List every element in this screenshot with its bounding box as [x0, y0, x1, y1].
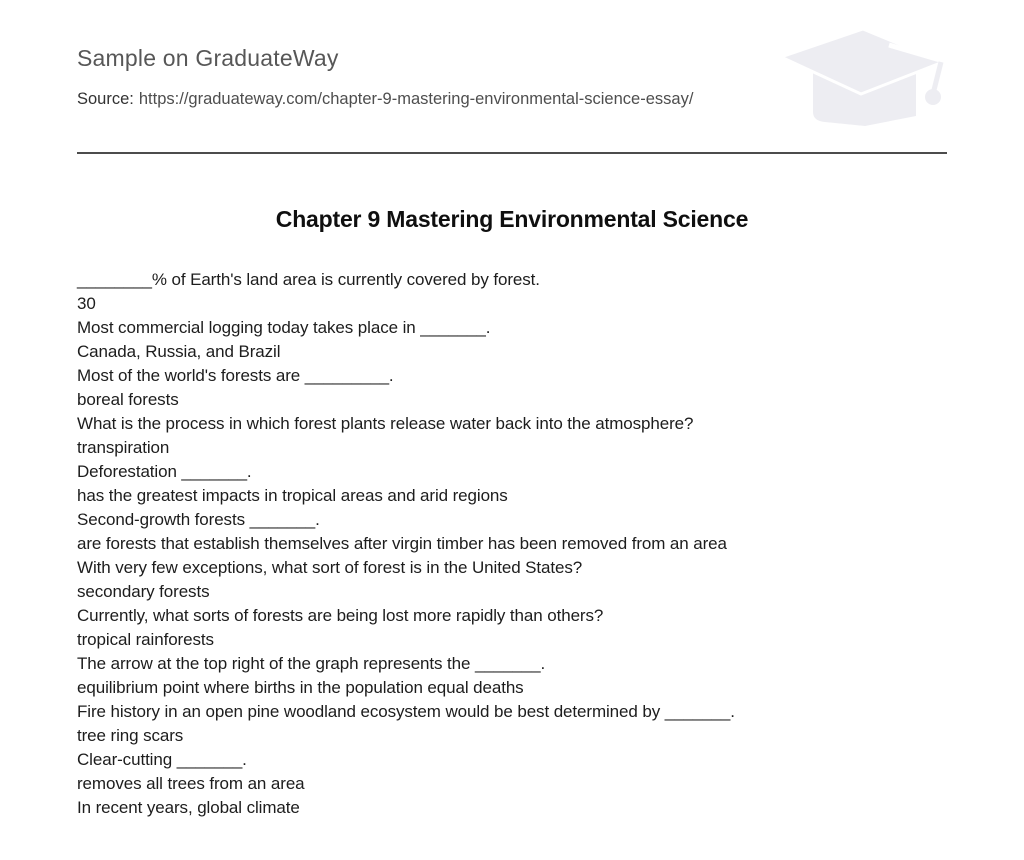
source-line [77, 90, 693, 109]
page-title: Chapter 9 Mastering Environmental Science [275, 206, 749, 232]
divider [77, 152, 947, 154]
qa-line: Most commercial logging today takes place in _______. [77, 318, 491, 337]
qa-line: tropical rainforests [77, 630, 214, 649]
site-title: Sample on GraduateWay [77, 45, 339, 71]
qa-line: has the greatest impacts in tropical areas and arid regions [77, 486, 508, 505]
source-label: Source: [77, 90, 134, 108]
qa-line: Most of the world's forests are _________. [77, 366, 394, 385]
qa-line: boreal forests [77, 390, 179, 409]
qa-line: The arrow at the top right of the graph represents the _______. [77, 654, 546, 673]
qa-line: Currently, what sorts of forests are being lost more rapidly than others? [77, 606, 604, 625]
source-url-link[interactable]: https://graduateway.com/chapter-9-mastering-environmental-science-essay/ [138, 90, 694, 108]
qa-line: With very few exceptions, what sort of forest is in the United States? [77, 558, 583, 577]
qa-line: What is the process in which forest plants release water back into the atmosphere? [77, 414, 694, 433]
qa-line: tree ring scars [77, 726, 184, 745]
qa-line: 30 [77, 294, 96, 313]
qa-line: secondary forests [77, 582, 210, 601]
document-body [77, 268, 972, 820]
qa-line: Second-growth forests _______. [77, 510, 320, 529]
graduation-cap-icon [779, 28, 949, 146]
qa-line: removes all trees from an area [77, 774, 305, 793]
qa-line: equilibrium point where births in the population equal deaths [77, 678, 524, 697]
qa-line: Fire history in an open pine woodland ecosystem would be best determined by _______. [77, 702, 735, 721]
qa-line: In recent years, global climate [77, 798, 300, 817]
qa-line: transpiration [77, 438, 170, 457]
qa-line: Clear-cutting _______. [77, 750, 247, 769]
qa-line: ________% of Earth's land area is currently covered by forest. [77, 270, 540, 289]
qa-line: are forests that establish themselves after virgin timber has been removed from an area [77, 534, 727, 553]
qa-line: Canada, Russia, and Brazil [77, 342, 281, 361]
qa-line: Deforestation _______. [77, 462, 252, 481]
